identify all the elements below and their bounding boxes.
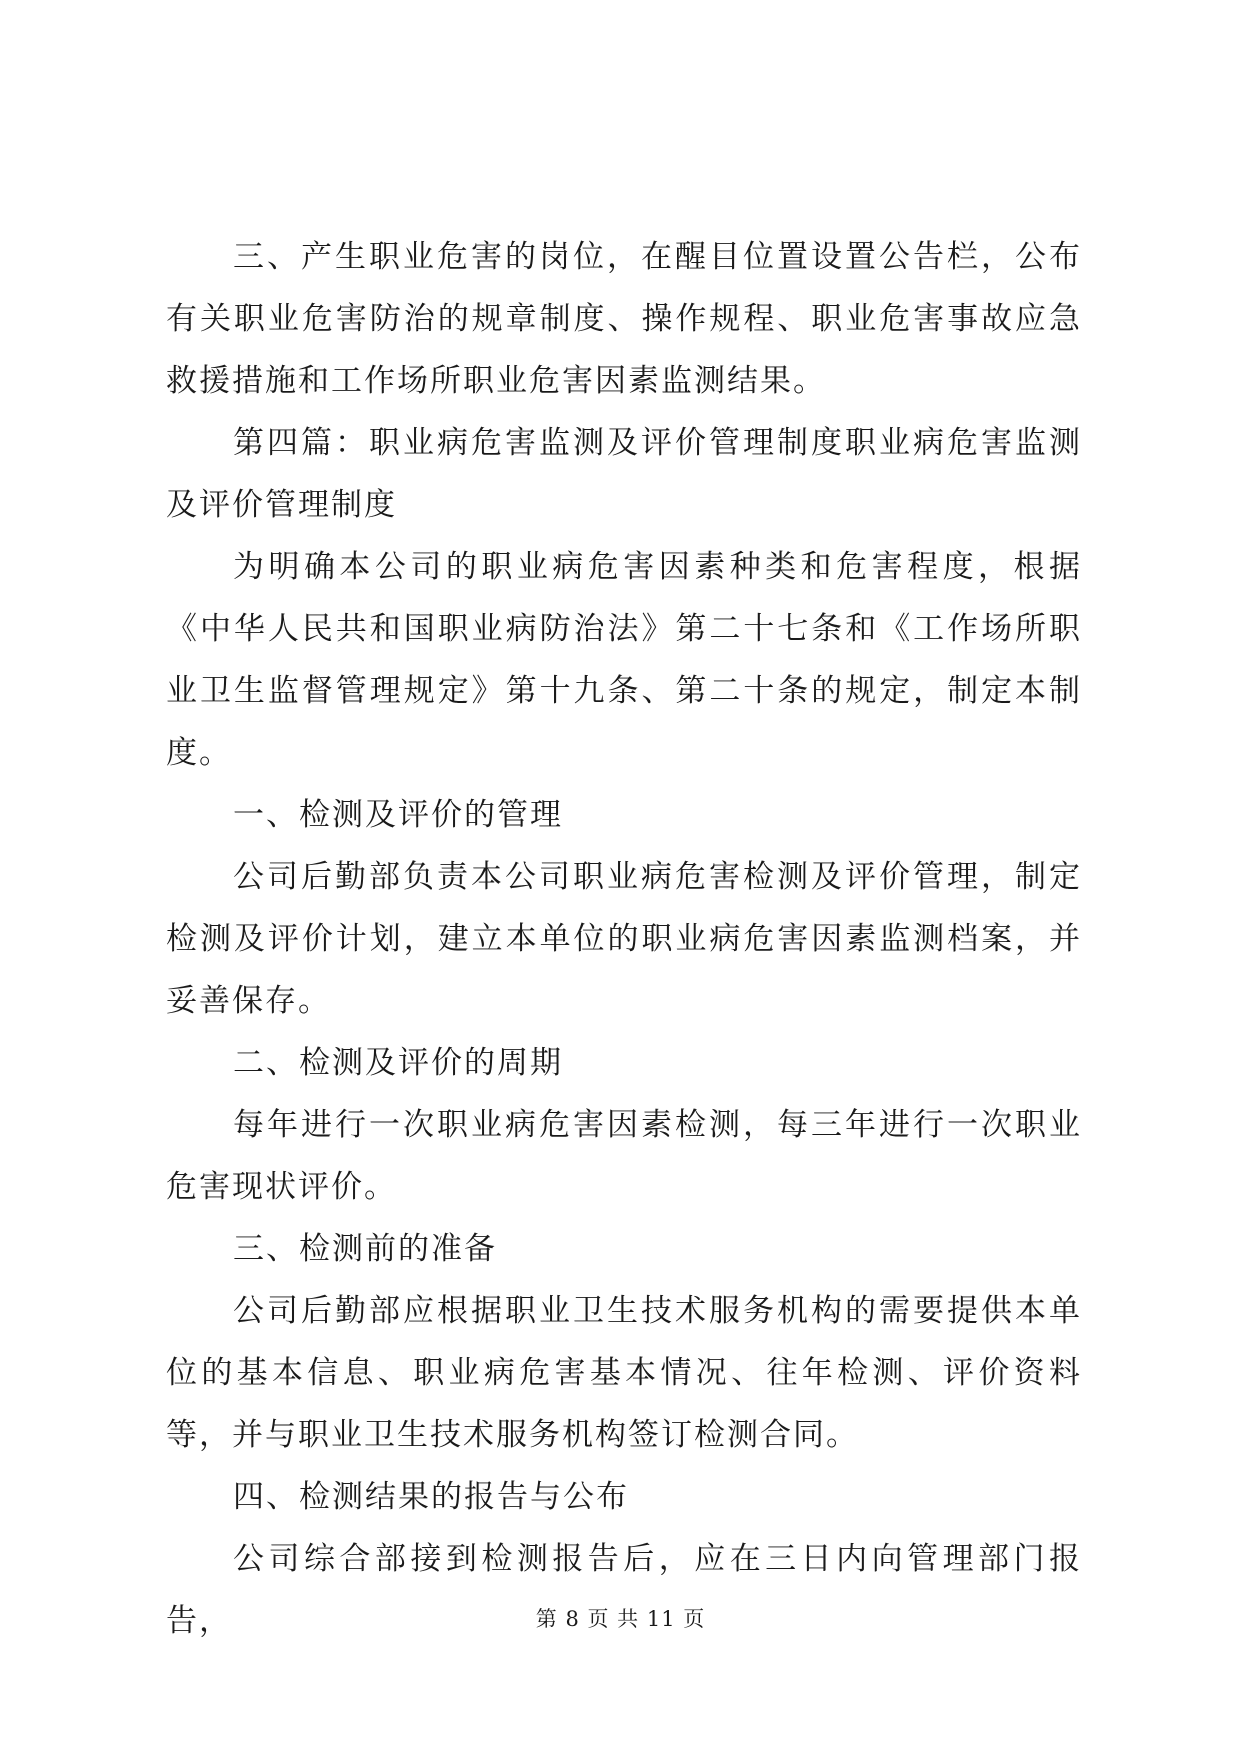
paragraph-9: 公司后勤部应根据职业卫生技术服务机构的需要提供本单位的基本信息、职业病危害基本情况、往年检测、评价资料等，并与职业卫生技术服务机构签订检测合同。 bbox=[166, 1293, 1082, 1453]
section-heading-4: 四、检测结果的报告与公布 bbox=[233, 1479, 629, 1515]
paragraph-2-heading: 第四篇：职业病危害监测及评价管理制度职业病危害监测及评价管理制度 bbox=[166, 425, 1082, 523]
document-body bbox=[166, 226, 1082, 1652]
paragraph-5: 公司后勤部负责本公司职业病危害检测及评价管理，制定检测及评价计划，建立本单位的职业病危害因素监测档案，并妥善保存。 bbox=[166, 859, 1082, 1019]
paragraph-1: 三、产生职业危害的岗位，在醒目位置设置公告栏，公布有关职业危害防治的规章制度、操作规程、职业危害事故应急救援措施和工作场所职业危害因素监测结果。 bbox=[166, 239, 1082, 399]
section-heading-1: 一、检测及评价的管理 bbox=[233, 797, 563, 833]
section-heading-2: 二、检测及评价的周期 bbox=[233, 1045, 563, 1081]
page-footer: 第 8 页 共 11 页 bbox=[535, 1607, 706, 1631]
paragraph-3: 为明确本公司的职业病危害因素种类和危害程度，根据《中华人民共和国职业病防治法》第二十七条和《工作场所职业卫生监督管理规定》第十九条、第二十条的规定，制定本制度。 bbox=[166, 549, 1082, 771]
section-heading-3: 三、检测前的准备 bbox=[233, 1231, 497, 1267]
paragraph-11: 公司综合部接到检测报告后，应在三日内向管理部门报告， bbox=[166, 1541, 1082, 1639]
paragraph-7: 每年进行一次职业病危害因素检测，每三年进行一次职业危害现状评价。 bbox=[166, 1107, 1082, 1205]
